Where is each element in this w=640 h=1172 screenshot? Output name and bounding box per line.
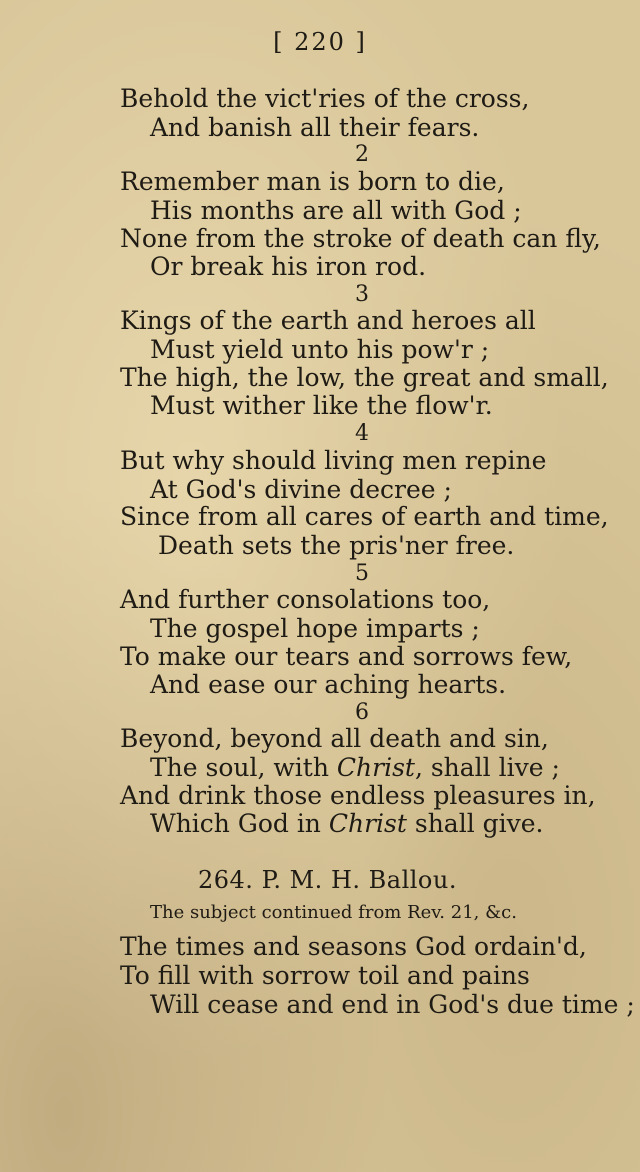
verse-line: And further consolations too, [120, 585, 491, 614]
verse-line [150, 753, 560, 783]
verse-text: Which God in [150, 809, 329, 838]
verse-line: And drink those endless pleasures in, [120, 781, 596, 810]
verse-line: But why should living men repine [120, 446, 547, 475]
italic-word: Christ [336, 753, 415, 782]
verse-line: And ease our aching hearts. [150, 670, 507, 699]
verse-line: To make our tears and sorrows few, [120, 642, 573, 671]
verse-text: , shall live ; [414, 753, 560, 782]
page-number: [ 220 ] [273, 28, 367, 56]
hymn-title: 264. P. M. H. Ballou. [198, 866, 457, 894]
verse-number: 2 [355, 142, 369, 167]
verse-line: The gospel hope imparts ; [150, 614, 480, 643]
verse-line: The high, the low, the great and small, [120, 363, 609, 392]
verse-line: Must wither like the flow'r. [150, 391, 493, 420]
verse-line [150, 809, 544, 839]
hymn-line: Will cease and end in God's due time ; [150, 990, 635, 1019]
verse-line: Must yield unto his pow'r ; [150, 335, 490, 364]
verse-line: Since from all cares of earth and time, [120, 502, 609, 531]
verse-number: 6 [355, 700, 369, 725]
hymn-subtitle: The subject continued from Rev. 21, &c. [150, 902, 517, 923]
verse-line: His months are all with God ; [150, 196, 522, 225]
verse-line: Beyond, beyond all death and sin, [120, 724, 549, 753]
verse-line: At God's divine decree ; [150, 475, 452, 504]
verse-line: And banish all their fears. [150, 113, 480, 142]
verse-line: Death sets the pris'ner free. [158, 531, 515, 560]
verse-line: Kings of the earth and heroes all [120, 306, 536, 335]
hymn-line: To fill with sorrow toil and pains [120, 961, 530, 990]
verse-line: Or break his iron rod. [150, 252, 427, 281]
verse-line: Behold the vict'ries of the cross, [120, 84, 530, 113]
verse-number: 3 [355, 282, 369, 307]
verse-number: 4 [355, 421, 369, 446]
italic-word: Christ [328, 809, 407, 838]
verse-line: None from the stroke of death can fly, [120, 224, 601, 253]
verse-text: shall give. [406, 809, 544, 838]
verse-line: Remember man is born to die, [120, 167, 505, 196]
hymn-line: The times and seasons God ordain'd, [120, 932, 587, 961]
verse-number: 5 [355, 561, 369, 586]
verse-text: The soul, with [150, 753, 337, 782]
